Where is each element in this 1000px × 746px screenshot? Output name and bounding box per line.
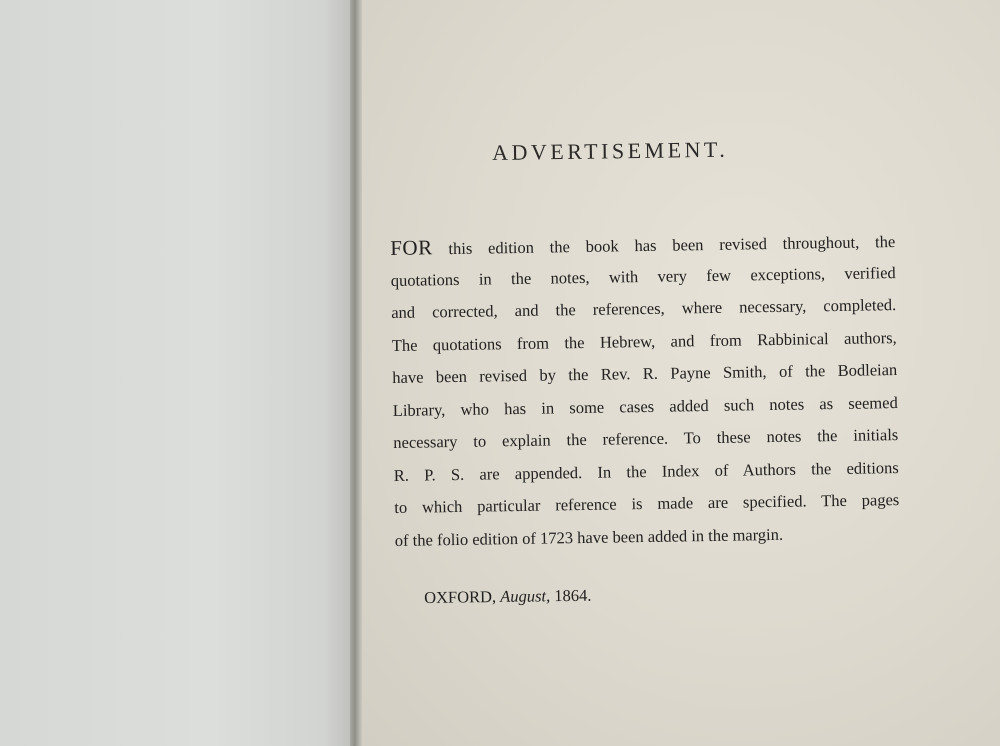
page-title: ADVERTISEMENT. bbox=[492, 136, 729, 165]
advertisement-paragraph bbox=[390, 224, 900, 557]
paragraph-line: necessary to explain the reference. To these notes the initials bbox=[393, 425, 899, 452]
paragraph-line: and corrected, and the references, where necessary, completed. bbox=[391, 295, 897, 322]
paragraph-line: R. P. S. are appended. In the Index of Authors the editions bbox=[393, 457, 899, 485]
paragraph-line: The quotations from the Hebrew, and from Rabbinical authors, bbox=[391, 327, 897, 355]
signoff-place: OXFORD, bbox=[424, 586, 497, 607]
signoff-month: August, bbox=[500, 586, 551, 606]
left-blank-page bbox=[0, 0, 352, 746]
paragraph-line: to which particular reference is made are specified. The pages bbox=[394, 490, 900, 517]
paragraph-line: quotations in the notes, with very few exceptions, verified bbox=[390, 262, 896, 290]
paragraph-line: of the folio edition of 1723 have been added in the margin. bbox=[394, 524, 784, 550]
paragraph-line: Library, who has in some cases added such notes as seemed bbox=[392, 392, 898, 420]
signoff-year: 1864. bbox=[554, 585, 592, 606]
signoff bbox=[424, 586, 592, 608]
paragraph-line: have been revised by the Rev. R. Payne Smith, of the Bodleian bbox=[392, 360, 898, 387]
drop-cap: FOR bbox=[390, 235, 433, 260]
paragraph-line: FOR this edition the book has been revised throughout, the bbox=[390, 232, 896, 260]
